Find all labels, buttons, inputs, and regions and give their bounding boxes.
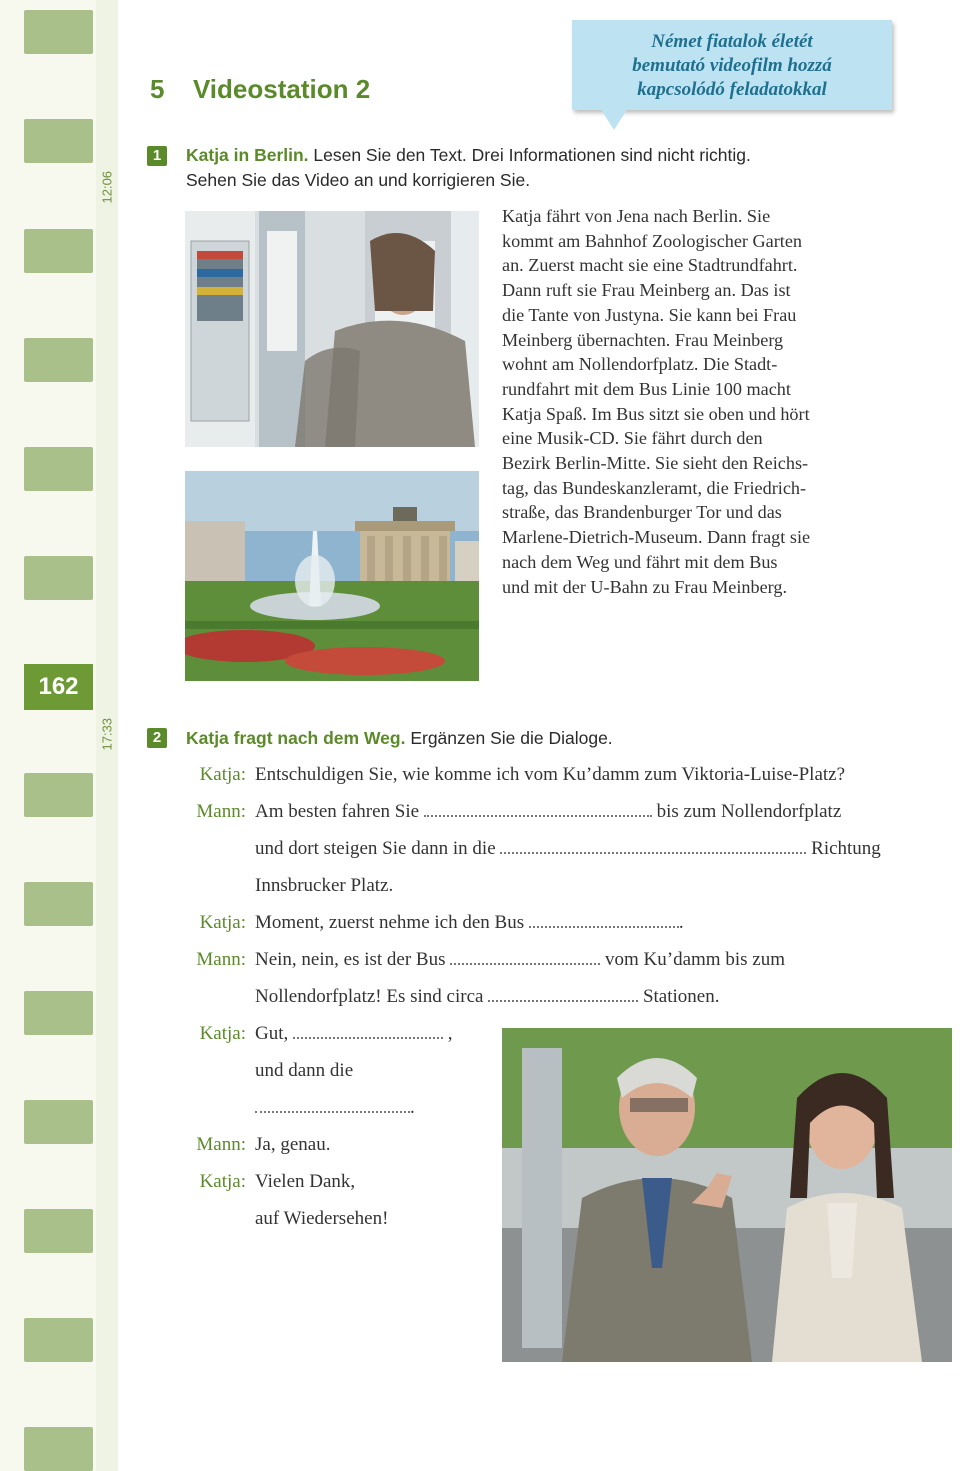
dialogue-text: Stationen. bbox=[642, 986, 720, 1007]
dialogue-line bbox=[255, 986, 719, 1008]
speaker-katja: Katja: bbox=[199, 1171, 246, 1192]
filmstrip bbox=[0, 0, 118, 1471]
film-frame bbox=[24, 119, 93, 163]
dialogue-text: und dort steigen Sie dann in die bbox=[255, 838, 496, 859]
text-line: eine Musik-CD. Sie fährt durch den bbox=[502, 428, 763, 449]
unit-name: Videostation 2 bbox=[192, 74, 371, 104]
dialogue-text: vom Ku’damm bis zum bbox=[605, 949, 785, 970]
exercise-1-number: 1 bbox=[147, 146, 167, 166]
page-number: 162 bbox=[24, 664, 93, 710]
film-frame bbox=[24, 338, 93, 382]
text-line: Marlene-Dietrich-Museum. Dann fragt sie bbox=[502, 527, 811, 548]
speaker-mann: Mann: bbox=[196, 801, 246, 822]
film-frame bbox=[24, 1100, 93, 1144]
text-line: Dann ruft sie Frau Meinberg an. Das ist bbox=[502, 280, 791, 301]
dialogue-line: Entschuldigen Sie, wie komme ich vom Ku’damm zum Viktoria-Luise-Platz? bbox=[255, 764, 846, 785]
blank-field[interactable] bbox=[488, 986, 638, 1002]
film-frame bbox=[24, 1427, 93, 1471]
photo-brandenburg-gate bbox=[185, 471, 479, 681]
dialogue-text: Gut, bbox=[255, 1023, 289, 1044]
dialogue-line bbox=[255, 838, 881, 860]
speaker-mann: Mann: bbox=[196, 949, 246, 970]
speaker-mann: Mann: bbox=[196, 1134, 246, 1155]
dialogue-text: Nein, nein, es ist der Bus bbox=[255, 949, 446, 970]
exercise-1-title-rest: Lesen Sie den Text. Drei Informationen sind nicht richtig. bbox=[308, 145, 751, 165]
timecode-top: 12:06 bbox=[99, 170, 115, 204]
blank-field[interactable] bbox=[255, 1097, 410, 1113]
blank-field[interactable] bbox=[500, 838, 806, 854]
text-line: nach dem Weg und fährt mit dem Bus bbox=[502, 551, 778, 572]
photo-brandenburg-gate-image bbox=[185, 471, 479, 681]
dialogue-line: Vielen Dank, bbox=[255, 1171, 356, 1192]
text-line: wohnt am Nollendorfplatz. Die Stadt- bbox=[502, 354, 778, 375]
exercise-1-title bbox=[186, 143, 751, 193]
dialogue-text: Am besten fahren Sie bbox=[255, 801, 420, 822]
blank-field[interactable] bbox=[450, 949, 600, 965]
text-line: an. Zuerst macht sie eine Stadtrundfahrt. bbox=[502, 255, 798, 276]
text-line: Katja fährt von Jena nach Berlin. Sie bbox=[502, 206, 771, 226]
text-line: Meinberg übernachten. Frau Meinberg bbox=[502, 329, 784, 350]
dialogue-line bbox=[255, 1023, 453, 1045]
film-frame bbox=[24, 773, 93, 817]
dialogue-line: Ja, genau. bbox=[255, 1134, 331, 1155]
film-frame bbox=[24, 447, 93, 491]
text-line: kommt am Bahnhof Zoologischer Garten bbox=[502, 230, 803, 251]
dialogue-line bbox=[255, 801, 841, 823]
photo-man-giving-directions bbox=[502, 1028, 952, 1362]
dialogue-line: Innsbrucker Platz. bbox=[255, 875, 394, 896]
photo-man-giving-directions-image bbox=[502, 1028, 952, 1362]
info-bubble-text: Német fiatalok életét bemutató videofilm hozzá kapcsolódó feladatokkal bbox=[632, 31, 832, 100]
exercise-1-title-line2: Sehen Sie das Video an und korrigieren Sie. bbox=[186, 170, 531, 190]
blank-field[interactable] bbox=[529, 912, 679, 928]
film-frame bbox=[24, 556, 93, 600]
exercise-2-number: 2 bbox=[147, 728, 167, 748]
text-line: tag, das Bundeskanzleramt, die Friedrich- bbox=[502, 477, 807, 498]
text-line: die Tante von Justyna. Sie kann bei Frau bbox=[502, 304, 797, 325]
exercise-2-title-highlight: Katja fragt nach dem Weg. bbox=[186, 728, 406, 748]
timecode-bottom: 17:33 bbox=[99, 717, 115, 751]
film-frame bbox=[24, 229, 93, 273]
dialogue-line bbox=[255, 1097, 415, 1119]
dialogue-line: auf Wiedersehen! bbox=[255, 1208, 389, 1229]
photo-katja-station bbox=[185, 211, 479, 447]
speaker-katja: Katja: bbox=[199, 1023, 246, 1044]
film-frame bbox=[24, 1209, 93, 1253]
film-frame bbox=[24, 1318, 93, 1362]
dialogue-text: , bbox=[447, 1023, 453, 1044]
dialogue-line bbox=[255, 949, 785, 971]
dialogue-text: . bbox=[410, 1097, 415, 1118]
dialogue-text: . bbox=[678, 912, 684, 933]
exercise-1-text bbox=[502, 204, 882, 599]
dialogue-line: und dann die bbox=[255, 1060, 354, 1081]
exercise-1-title-highlight: Katja in Berlin. bbox=[186, 145, 309, 165]
exercise-2-title bbox=[186, 726, 613, 751]
speaker-katja: Katja: bbox=[199, 764, 246, 785]
dialogue-text: Moment, zuerst nehme ich den Bus bbox=[255, 912, 525, 933]
unit-title bbox=[150, 74, 370, 105]
photo-katja-station-image bbox=[185, 211, 479, 447]
dialogue-text: Nollendorfplatz! Es sind circa bbox=[255, 986, 484, 1007]
dialogue-line bbox=[255, 912, 684, 934]
blank-field[interactable] bbox=[424, 801, 652, 817]
exercise-2-title-rest: Ergänzen Sie die Dialoge. bbox=[405, 728, 613, 748]
dialogue-text: bis zum Nollendorfplatz bbox=[656, 801, 842, 822]
unit-number: 5 bbox=[150, 74, 165, 104]
film-frame bbox=[24, 882, 93, 926]
text-line: rundfahrt mit dem Bus Linie 100 macht bbox=[502, 378, 791, 399]
info-bubble-tail bbox=[600, 108, 628, 130]
text-line: Katja Spaß. Im Bus sitzt sie oben und hört bbox=[502, 403, 810, 424]
text-line: Bezirk Berlin-Mitte. Sie sieht den Reichs- bbox=[502, 453, 809, 474]
film-frame bbox=[24, 10, 93, 54]
text-line: straße, das Brandenburger Tor und das bbox=[502, 502, 782, 523]
film-frame bbox=[24, 991, 93, 1035]
text-line: und mit der U-Bahn zu Frau Meinberg. bbox=[502, 576, 788, 597]
dialogue-text: Richtung bbox=[811, 838, 881, 859]
speaker-katja: Katja: bbox=[199, 912, 246, 933]
blank-field[interactable] bbox=[293, 1023, 443, 1039]
